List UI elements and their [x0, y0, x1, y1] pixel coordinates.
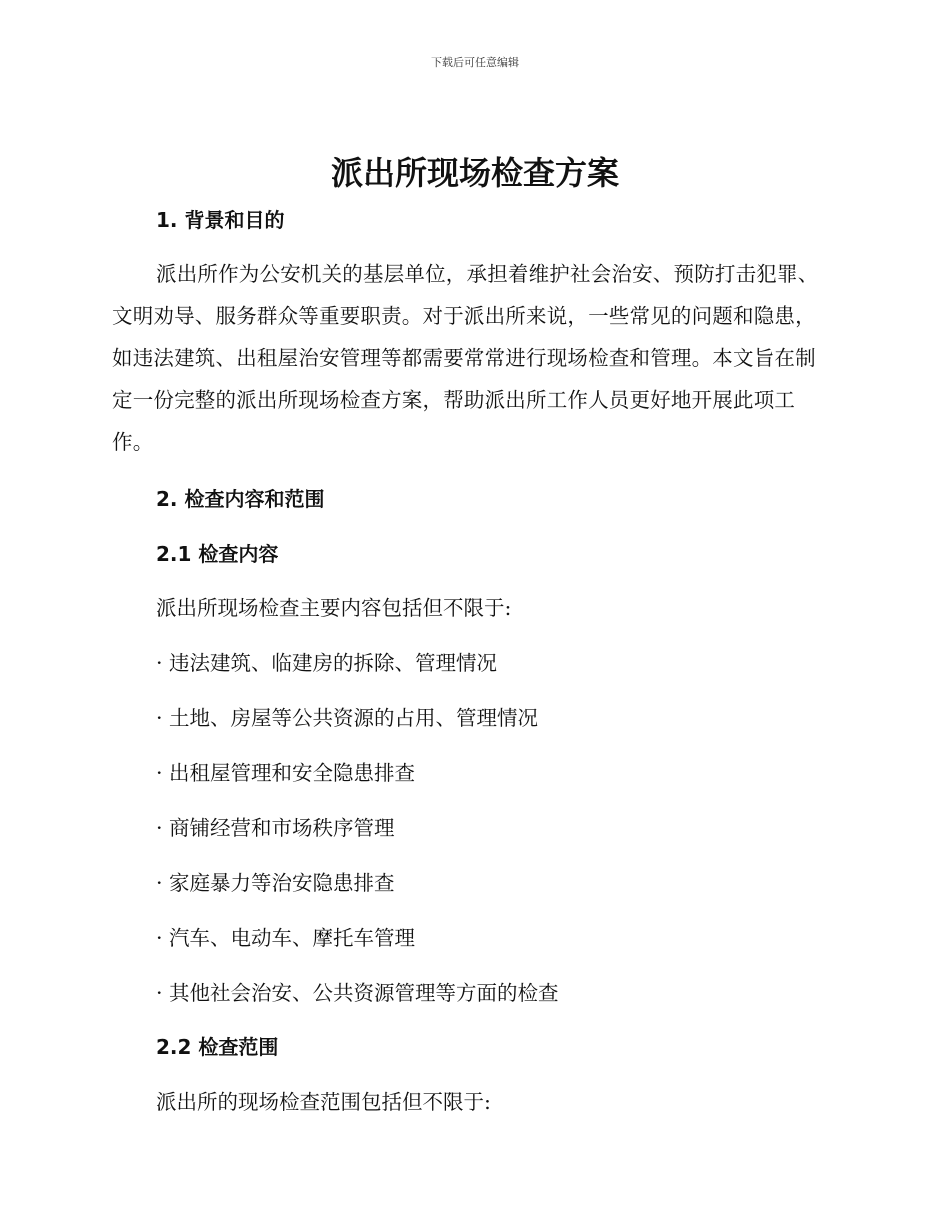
list-item: · 汽车、电动车、摩托车管理	[156, 926, 416, 950]
header-note: 下载后可任意编辑	[431, 56, 519, 69]
list-item: · 土地、房屋等公共资源的占用、管理情况	[156, 706, 539, 730]
list-item: · 家庭暴力等治安隐患排查	[156, 871, 395, 895]
document-title: 派出所现场检查方案	[330, 154, 619, 192]
list-item: · 违法建筑、临建房的拆除、管理情况	[156, 651, 498, 675]
list-item: · 出租屋管理和安全隐患排查	[156, 761, 416, 785]
section-2-2-heading: 2.2 检查范围	[156, 1035, 279, 1059]
section-1-paragraph: 派出所作为公安机关的基层单位，承担着维护社会治安、预防打击犯罪、文明劝导、服务群众等重要职责。对于派出所来说，一些常见的问题和隐患，如违法建筑、出租屋治安管理等都需要常常进行现场检查和管理。本文旨在制定一份完整的派出所现场检查方案，帮助派出所工作人员更好地开展此项工作。	[112, 262, 819, 454]
list-item: · 商铺经营和市场秩序管理	[156, 816, 395, 840]
section-2-1-intro: 派出所现场检查主要内容包括但不限于:	[156, 596, 512, 620]
section-2-2-intro: 派出所的现场检查范围包括但不限于:	[156, 1090, 491, 1114]
section-1-heading: 1. 背景和目的	[156, 208, 285, 232]
section-2-heading: 2. 检查内容和范围	[156, 487, 325, 511]
list-item: · 其他社会治安、公共资源管理等方面的检查	[156, 981, 559, 1005]
section-2-1-heading: 2.1 检查内容	[156, 542, 279, 566]
